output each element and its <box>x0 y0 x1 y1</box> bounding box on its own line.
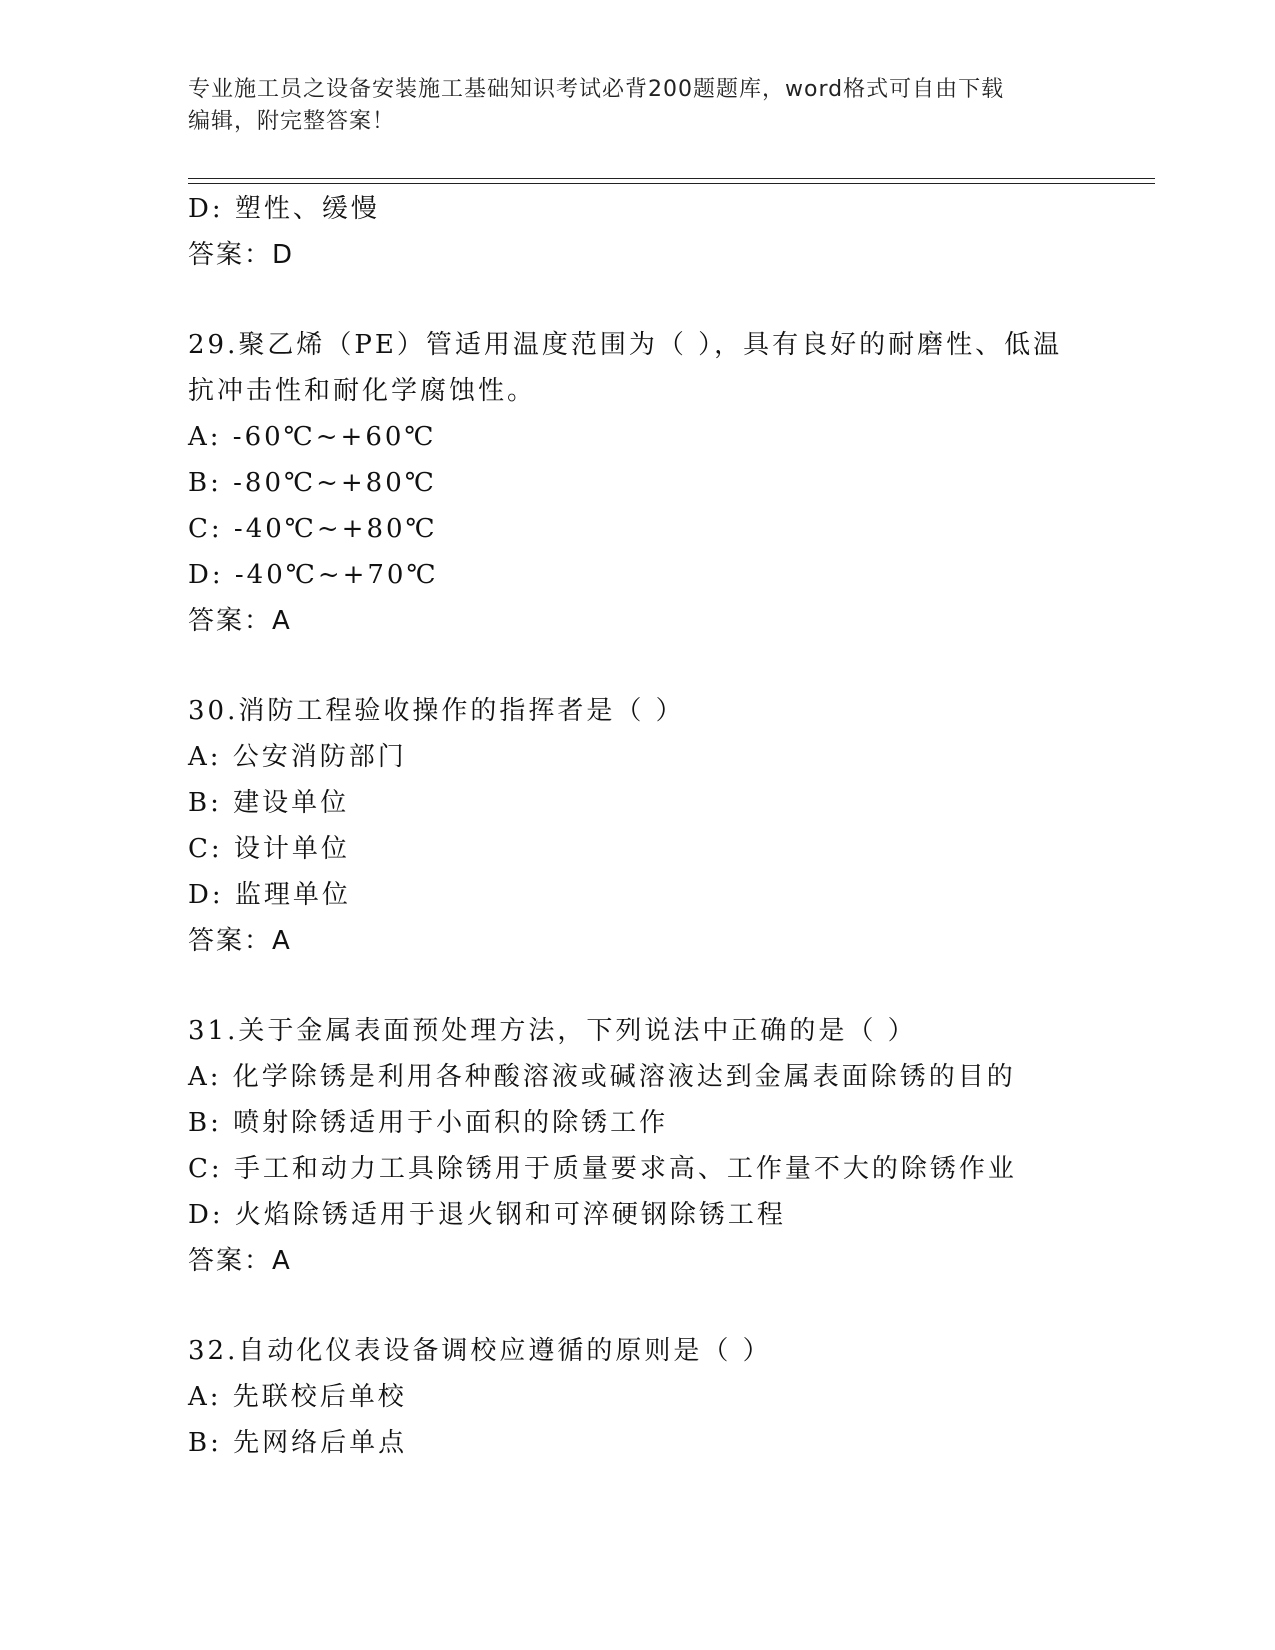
question-30 <box>188 688 1148 964</box>
option-b: B: 建设单位 <box>188 788 350 818</box>
answer-line: 答案：D <box>188 240 295 270</box>
question-stem: 31.关于金属表面预处理方法，下列说法中正确的是（ ） <box>188 1016 917 1046</box>
option-b: B: 先网络后单点 <box>188 1428 408 1458</box>
answer-line: 答案：A <box>188 1246 292 1276</box>
option-d: D: 监理单位 <box>188 880 351 910</box>
previous-question-tail <box>188 186 1148 278</box>
option-d: D: 塑性、缓慢 <box>188 194 380 224</box>
question-29 <box>188 322 1148 644</box>
option-c: C: 设计单位 <box>188 834 350 864</box>
option-d: D: 火焰除锈适用于退火钢和可淬硬钢除锈工程 <box>188 1200 786 1230</box>
answer-line: 答案：A <box>188 926 292 956</box>
option-a: A: -60℃~+60℃ <box>188 422 437 452</box>
header-divider-bottom <box>188 183 1155 184</box>
question-stem: 32.自动化仪表设备调校应遵循的原则是（ ） <box>188 1336 772 1366</box>
option-c: C: -40℃~+80℃ <box>188 514 438 544</box>
question-31 <box>188 1008 1148 1284</box>
option-c: C: 手工和动力工具除锈用于质量要求高、工作量不大的除锈作业 <box>188 1154 1017 1184</box>
answer-line: 答案：A <box>188 606 292 636</box>
question-stem-continued: 抗冲击性和耐化学腐蚀性。 <box>188 376 537 406</box>
option-b: B: -80℃~+80℃ <box>188 468 437 498</box>
option-b: B: 喷射除锈适用于小面积的除锈工作 <box>188 1108 669 1138</box>
document-header <box>188 74 1068 138</box>
option-a: A: 先联校后单校 <box>188 1382 407 1412</box>
header-title-line2: 编辑，附完整答案！ <box>188 109 396 134</box>
option-d: D: -40℃~+70℃ <box>188 560 439 590</box>
question-stem: 29.聚乙烯（PE）管适用温度范围为（ ），具有良好的耐磨性、低温 <box>188 330 1063 360</box>
option-a: A: 公安消防部门 <box>188 742 407 772</box>
option-a: A: 化学除锈是利用各种酸溶液或碱溶液达到金属表面除锈的目的 <box>188 1062 1016 1092</box>
question-32 <box>188 1328 1148 1466</box>
header-divider-top <box>188 178 1155 179</box>
question-list <box>188 186 1148 1466</box>
question-stem: 30.消防工程验收操作的指挥者是（ ） <box>188 696 685 726</box>
header-title-line1: 专业施工员之设备安装施工基础知识考试必背200题题库，word格式可自由下载 <box>188 77 1005 102</box>
